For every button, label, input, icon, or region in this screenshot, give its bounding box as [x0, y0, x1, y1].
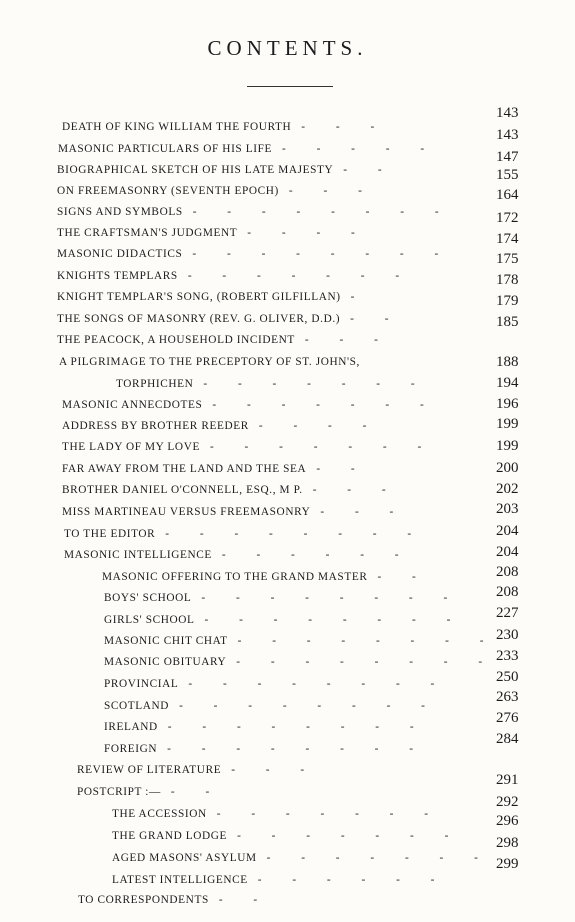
toc-entry-title: LATEST INTELLIGENCE — [112, 874, 248, 886]
page-number: 143 — [496, 127, 519, 143]
page-number: 194 — [496, 375, 519, 391]
page-number: 233 — [496, 648, 519, 664]
toc-entry-title: MISS MARTINEAU VERSUS FREEMASONRY — [62, 506, 311, 518]
toc-entry-title: BIOGRAPHICAL SKETCH OF HIS LATE MAJESTY — [57, 164, 334, 176]
leader-dashes: - - — [316, 463, 369, 475]
leader-dashes: - - - - - - - - — [167, 721, 428, 733]
leader-dashes: - - — [350, 313, 403, 325]
page-number: 296 — [496, 813, 519, 829]
page-number: 199 — [496, 416, 519, 432]
toc-entry-title: BOYS' SCHOOL — [104, 592, 192, 604]
page-number: 188 — [496, 354, 519, 370]
toc-entry-title: KNIGHT TEMPLAR'S SONG, (ROBERT GILFILLAN) — [57, 291, 341, 303]
page-number: 185 — [496, 314, 519, 330]
page-number: 204 — [496, 523, 519, 539]
leader-dashes: - - - - — [247, 227, 369, 239]
page-number: 155 — [496, 167, 519, 183]
leader-dashes: - - - - - - - - — [167, 743, 428, 755]
page-number: 178 — [496, 272, 519, 288]
leader-dashes: - - — [218, 894, 272, 906]
leader-dashes: - - - - - - - - — [179, 700, 439, 712]
toc-entry-title: SCOTLAND — [104, 700, 170, 712]
leader-dashes: - - - — [312, 484, 400, 496]
page-number: 147 — [496, 149, 519, 165]
leader-dashes: - - - — [320, 506, 408, 518]
toc-entry-title: MASONIC ANNECDOTES — [62, 399, 203, 411]
leader-dashes: - - - — [231, 764, 319, 776]
page-number: 298 — [496, 835, 519, 851]
toc-entry-title: DEATH OF KING WILLIAM THE FOURTH — [62, 121, 292, 133]
toc-entry-title: SIGNS AND SYMBOLS — [57, 206, 183, 218]
toc-entry-title: A PILGRIMAGE TO THE PRECEPTORY OF ST. JOHN'S, — [59, 356, 360, 368]
leader-dashes: - - - - - - - - — [236, 656, 497, 668]
toc-entry-title: TO CORRESPONDENTS — [78, 894, 209, 906]
toc-entry-title: BROTHER DANIEL O'CONNELL, ESQ., M P. — [62, 484, 303, 496]
page-number: 172 — [496, 210, 519, 226]
leader-dashes: - - - — [304, 334, 392, 346]
leader-dashes: - - - - - - - — [216, 808, 443, 820]
page-number: 291 — [496, 772, 519, 788]
toc-entry-title: TO THE EDITOR — [64, 528, 156, 540]
toc-entry-title: MASONIC PARTICULARS OF HIS LIFE — [58, 143, 272, 155]
leader-dashes: - - - - - - - — [212, 399, 438, 411]
leader-dashes: - - - - — [258, 420, 381, 432]
page-number: 263 — [496, 689, 519, 705]
page-number: 208 — [496, 584, 519, 600]
page-number: 208 — [496, 564, 519, 580]
toc-entry-title: IRELAND — [104, 721, 158, 733]
toc-entry-title: THE SONGS OF MASONRY (REV. G. OLIVER, D.D.) — [57, 313, 341, 325]
leader-dashes: - - — [377, 571, 430, 583]
leader-dashes: - - - - - - - - — [201, 592, 462, 604]
page-number: 203 — [496, 501, 519, 517]
page-number: 292 — [496, 794, 519, 810]
leader-dashes: - - - - - — [281, 143, 439, 155]
page-number: 174 — [496, 231, 519, 247]
page-number: 227 — [496, 605, 519, 621]
leader-dashes: - - - — [288, 185, 376, 197]
leader-dashes: - - — [343, 164, 396, 176]
toc-entry-title: MASONIC INTELLIGENCE — [64, 549, 212, 561]
leader-dashes: - - - - - - - - — [237, 635, 498, 647]
page-number: 196 — [496, 396, 519, 412]
page-title: CONTENTS. — [207, 36, 368, 60]
page-number: 143 — [496, 105, 519, 121]
page-number: 250 — [496, 669, 519, 685]
leader-dashes: - - - - - - - - — [188, 678, 449, 690]
page-number: 179 — [496, 293, 519, 309]
toc-entry-title: PROVINCIAL — [104, 678, 179, 690]
page-number: 164 — [496, 187, 519, 203]
page-number: 230 — [496, 627, 519, 643]
toc-entry-title: TORPHICHEN — [116, 378, 194, 390]
leader-dashes: - - - - - - - - — [204, 614, 465, 626]
leader-dashes: - - - - - - — [257, 874, 449, 886]
page-number: 204 — [496, 544, 519, 560]
page-number: 284 — [496, 731, 519, 747]
leader-dashes: - - - — [301, 121, 389, 133]
page-number: 276 — [496, 710, 519, 726]
toc-entry-title: THE PEACOCK, A HOUSEHOLD INCIDENT — [57, 334, 295, 346]
page-number: 202 — [496, 481, 519, 497]
toc-entry-title: ON FREEMASONRY (SEVENTH EPOCH) — [57, 185, 279, 197]
toc-entry-title: THE ACCESSION — [112, 808, 207, 820]
toc-entry-title: MASONIC OBITUARY — [104, 656, 227, 668]
leader-dashes: - - - - - - - — [203, 378, 429, 390]
leader-dashes: - - - - - - - — [209, 441, 436, 453]
toc-entry-title: ADDRESS BY BROTHER REEDER — [62, 420, 249, 432]
page-number: 200 — [496, 460, 519, 476]
toc-entry-title: MASONIC OFFERING TO THE GRAND MASTER — [102, 571, 368, 583]
toc-entry-title: GIRLS' SCHOOL — [104, 614, 195, 626]
toc-entry-title: THE CRAFTSMAN'S JUDGMENT — [57, 227, 238, 239]
toc-entry-title: REVIEW OF LITERATURE — [77, 764, 222, 776]
page-number: 299 — [496, 856, 519, 872]
leader-dashes: - - — [170, 786, 224, 798]
toc-entry-title: FAR AWAY FROM THE LAND AND THE SEA — [62, 463, 307, 475]
toc-entry-title: MASONIC CHIT CHAT — [104, 635, 228, 647]
leader-dashes: - - - - - - — [221, 549, 413, 561]
leader-dashes: - — [350, 291, 369, 303]
leader-dashes: - - - - - - - — [187, 270, 414, 282]
toc-entry-title: AGED MASONS' ASYLUM — [112, 852, 257, 864]
toc-entry-title: THE LADY OF MY LOVE — [62, 441, 200, 453]
page-number: 175 — [496, 251, 519, 267]
leader-dashes: - - - - - - - — [237, 830, 463, 842]
toc-entry-title: MASONIC DIDACTICS — [57, 248, 183, 260]
leader-dashes: - - - - - - - — [266, 852, 492, 864]
toc-entry-title: POSTCRIPT :— — [77, 786, 161, 798]
leader-dashes: - - - - - - - - — [192, 248, 453, 260]
leader-dashes: - - - - - - - - — [192, 206, 453, 218]
toc-entry-title: THE GRAND LODGE — [112, 830, 228, 842]
page-number: 199 — [496, 438, 519, 454]
leader-dashes: - - - - - - - - — [165, 528, 426, 540]
toc-entry-title: KNIGHTS TEMPLARS — [57, 270, 178, 282]
toc-entry-title: FOREIGN — [104, 743, 158, 755]
